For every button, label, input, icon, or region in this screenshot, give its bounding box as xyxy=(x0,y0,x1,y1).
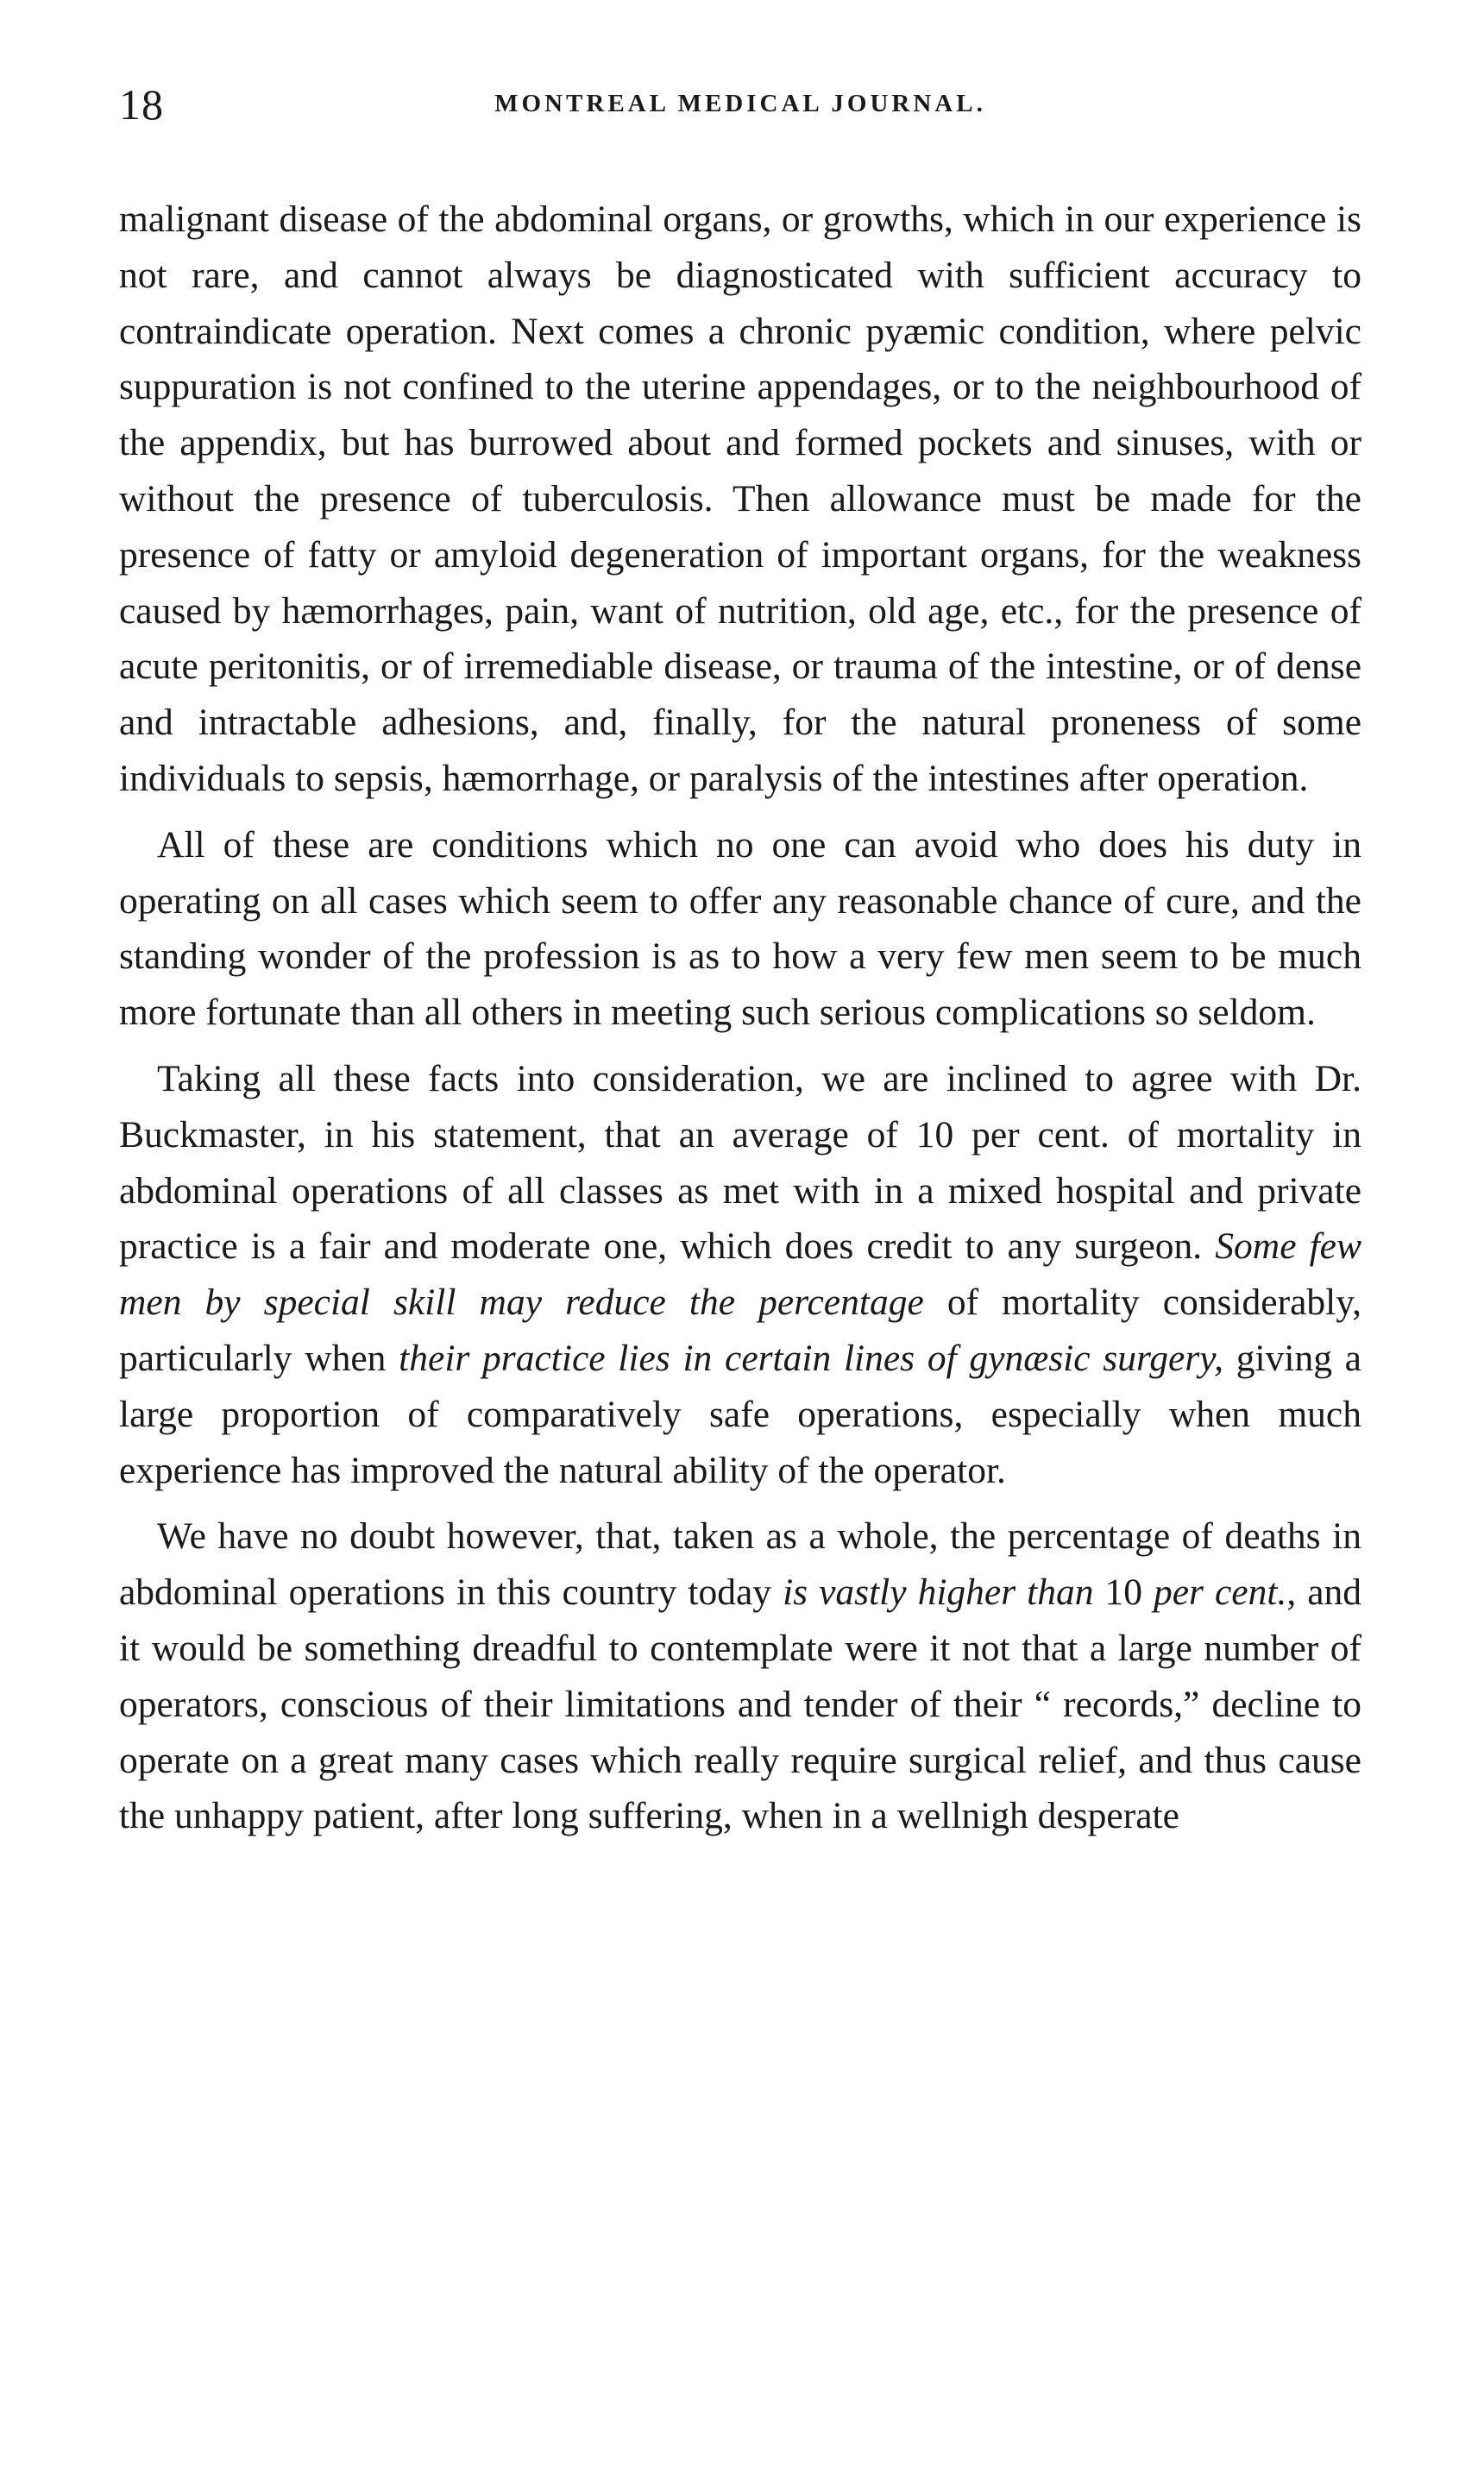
paragraph-4-tail: , and it would be something dreadful to contemplate were it not that a large number of operators, conscious of their limitations and tender of their “ records,” decline to operate on a great many cases which really require surgical relief, and thus cause the unhappy patient, after long suffering, when in a wellnigh desperate xyxy=(119,1571,1362,1837)
paragraph-3-mid-1: of mortality considerably, particularly when xyxy=(119,1282,1362,1379)
paragraph-4-italic-2: per cent. xyxy=(1154,1571,1287,1614)
paragraph-2-text: All of these are conditions which no one can avoid who does his duty in operating on all cases which seem to offer any reasonable chance of cure, and the standing wonder of the profession is as to how a very few men seem to be much more fortunate than all others in meeting such serious complications so seldom. xyxy=(119,823,1361,1034)
paragraph-3-italic-2: their practice lies in certain lines of gynæsic surgery, xyxy=(399,1337,1224,1379)
paragraph-1-text: malignant disease of the abdominal organs, or growths, which in our experience is not rare, and cannot always be diagnosticated with sufficient accuracy to contraindicate operation. Next comes a chronic pyæmic condition, where pelvic suppuration is not confined to the uterine appendages, or to the neighbourhood of the appendix, but has burrowed about and formed pockets and sinuses, with or without the presence of tuberculosis. Then allowance must be made for the presence of fatty or amyloid degeneration of important organs, for the weakness caused by hæmorrhages, pain, want of nutrition, old age, etc., for the presence of acute peritonitis, or of irremediable disease, or trauma of the intestine, or of dense and intractable adhesions, and, finally, for the natural proneness of some individuals to sepsis, hæmorrhage, or paralysis of the intestines after operation. xyxy=(119,198,1361,799)
paragraph-4-italic-1: is vastly higher than xyxy=(783,1571,1094,1614)
page-number: 18 xyxy=(119,80,164,129)
body-text xyxy=(119,192,1361,1844)
paragraph-1 xyxy=(119,192,1361,807)
paragraph-3-text: Taking all these facts into consideration, we are inclined to agree with Dr. Buckmaster, in his statement, that an average of 10 per cent. of mortality in abdominal operations of all classes as met with in a mixed hospital and private practice is a fair and moderate one, which does credit to any surgeon. xyxy=(119,1057,1361,1268)
journal-title: MONTREAL MEDICAL JOURNAL. xyxy=(494,90,986,117)
paragraph-2 xyxy=(119,817,1361,1041)
paragraph-4-mid-1: 10 xyxy=(1093,1571,1154,1614)
paragraph-4 xyxy=(119,1508,1361,1844)
paragraph-3-tail: giving a large proportion of comparatively safe operations, especially when much experience has improved the natural ability of the operator. xyxy=(119,1337,1361,1491)
paragraph-3-italic-1: Some few men by special skill may reduce the percentage xyxy=(119,1225,1361,1324)
paragraph-4-lead: We have no doubt however, that, taken as a whole, the percentage of deaths in abdominal operations in this country today xyxy=(119,1515,1361,1614)
paragraph-3 xyxy=(119,1051,1361,1498)
running-head xyxy=(119,0,1361,166)
